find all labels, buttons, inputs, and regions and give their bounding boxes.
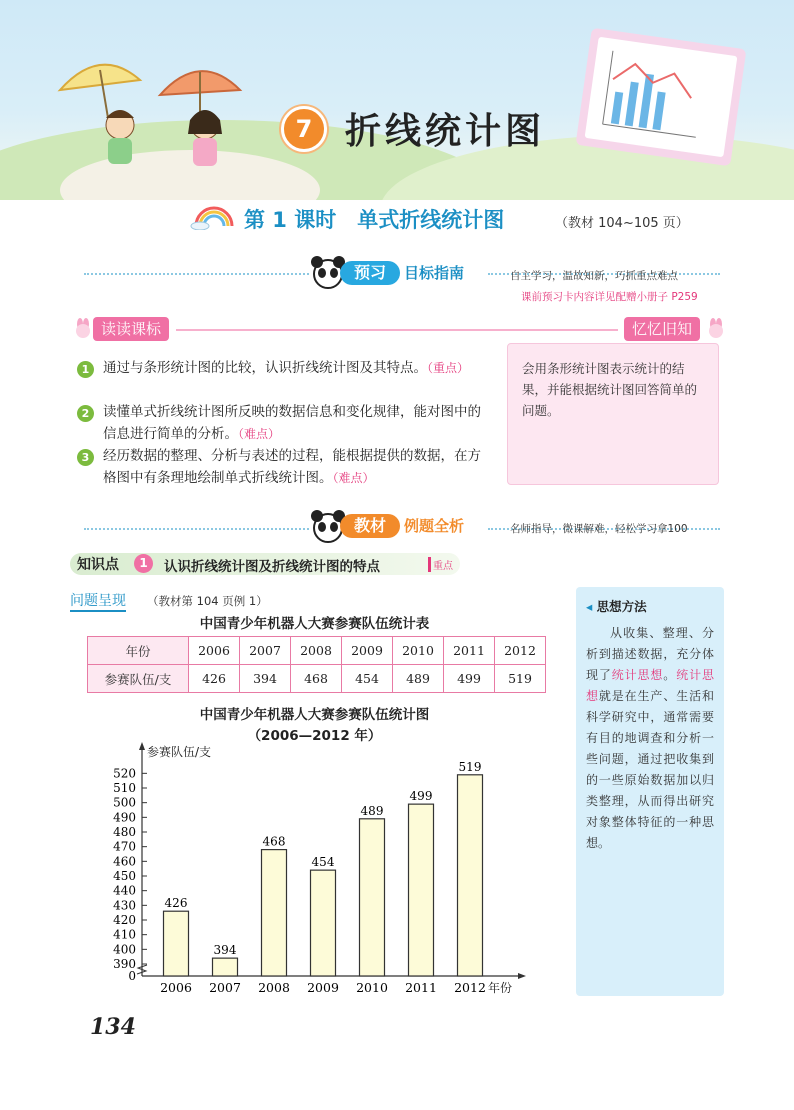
knowledge-point-label: 知识点 bbox=[77, 557, 119, 573]
y-tick-label: 390 bbox=[113, 957, 136, 971]
table-cell: 2009 bbox=[342, 637, 393, 665]
thinking-method-text bbox=[586, 623, 714, 854]
chapter-number-badge: 7 bbox=[281, 106, 327, 152]
x-tick-label: 2009 bbox=[307, 980, 339, 995]
rainbow-cloud-icon bbox=[190, 204, 240, 230]
method-text-span: 。 bbox=[663, 668, 677, 682]
x-axis-label: 年份 bbox=[488, 981, 513, 995]
y-tick-label: 500 bbox=[113, 795, 136, 810]
knowledge-point-number: 1 bbox=[134, 554, 153, 573]
lesson-title: 第 1 课时 单式折线统计图 bbox=[244, 208, 505, 232]
bar-value-label: 519 bbox=[458, 759, 482, 774]
method-text-span: 从收集、整理、分析到描述数据，充分体现了 bbox=[586, 626, 714, 682]
preview-badge: 预习 bbox=[340, 261, 400, 285]
method-highlight: 统计思想 bbox=[611, 668, 664, 682]
rabbit-icon bbox=[72, 318, 94, 338]
bar bbox=[458, 775, 483, 976]
table-cell: 2007 bbox=[240, 637, 291, 665]
objective-text: 经历数据的整理、分析与表述的过程，能根据提供的数据，在方格图中有条理地绘制单式折线统计图。 bbox=[103, 448, 481, 486]
objective-number: 3 bbox=[77, 449, 94, 466]
knowledge-point-title: 认识折线统计图及折线统计图的特点 bbox=[164, 559, 380, 575]
y-tick-label: 450 bbox=[113, 869, 136, 883]
review-box bbox=[507, 343, 719, 485]
review-text: 会用条形统计图表示统计的结果，并能根据统计图回答简单的问题。 bbox=[522, 361, 698, 418]
objective-tag: （难点） bbox=[238, 427, 281, 441]
thinking-method-title bbox=[586, 597, 714, 615]
problem-ref: （教材第 104 页例 1） bbox=[147, 594, 268, 608]
table-row-header: 年份 bbox=[88, 637, 189, 665]
example-badge: 教材 bbox=[340, 514, 400, 538]
bar-value-label: 454 bbox=[311, 855, 335, 870]
preview-note: 课前预习卡内容详见配赠小册子 P259 bbox=[521, 291, 698, 303]
bar bbox=[262, 850, 287, 976]
bar bbox=[213, 958, 238, 976]
page-number: 134 bbox=[90, 1014, 136, 1040]
y-zero-label: 0 bbox=[128, 969, 136, 983]
chart-board-illustration bbox=[576, 28, 747, 167]
table-cell: 394 bbox=[240, 665, 291, 693]
key-point-tag: 重点 bbox=[428, 557, 453, 572]
bar-value-label: 489 bbox=[360, 803, 384, 818]
table-cell: 454 bbox=[342, 665, 393, 693]
table-cell: 2006 bbox=[189, 637, 240, 665]
curriculum-tab: 读读课标 bbox=[93, 317, 169, 341]
lesson-textbook-ref: （教材 104~105 页） bbox=[555, 216, 689, 231]
example-section-title: 例题全析 bbox=[404, 517, 465, 535]
y-tick-label: 430 bbox=[113, 898, 136, 913]
table-cell: 2012 bbox=[495, 637, 546, 665]
y-tick-label: 460 bbox=[113, 854, 136, 869]
y-tick-label: 480 bbox=[113, 825, 136, 839]
bar bbox=[164, 911, 189, 976]
method-text-span: 就是在生产、生活和科学研究中，通常需要有目的地调查和分析一些问题，通过把收集到的一些原始数据加以归类整理，从而得出研究对象整体特征的一种思想。 bbox=[586, 689, 714, 850]
thinking-method-title-text: 思想方法 bbox=[596, 599, 647, 614]
table-cell: 468 bbox=[291, 665, 342, 693]
rabbit-icon bbox=[705, 318, 727, 338]
table-row-header: 参赛队伍/支 bbox=[88, 665, 189, 693]
y-tick-label: 420 bbox=[113, 913, 136, 927]
dotted-divider bbox=[84, 528, 309, 530]
data-table bbox=[87, 636, 546, 693]
problem-label: 问题呈现 bbox=[70, 590, 126, 612]
objective-item bbox=[103, 357, 488, 379]
bar bbox=[311, 870, 336, 976]
chart-title: 中国青少年机器人大赛参赛队伍统计图 bbox=[199, 707, 430, 723]
objective-number: 2 bbox=[77, 405, 94, 422]
y-tick-label: 510 bbox=[113, 781, 136, 795]
chapter-banner bbox=[0, 0, 794, 200]
y-tick-label: 410 bbox=[113, 927, 136, 942]
preview-slogan: 自主学习，温故知新，巧抓重点难点 bbox=[510, 270, 678, 282]
x-tick-label: 2006 bbox=[160, 980, 192, 995]
example-slogan: 名师指导，微课解难，轻松学习拿100 bbox=[510, 523, 688, 535]
y-axis-label: 参赛队伍/支 bbox=[147, 745, 212, 759]
method-highlight: 统计思想 bbox=[586, 668, 714, 703]
x-tick-label: 2010 bbox=[356, 980, 388, 995]
objective-tag: （重点） bbox=[427, 361, 470, 375]
bar bbox=[360, 819, 385, 976]
bar bbox=[409, 804, 434, 976]
table-cell: 2011 bbox=[444, 637, 495, 665]
table-row bbox=[88, 637, 546, 665]
axis-break-mark bbox=[137, 965, 147, 974]
children-umbrella-illustration bbox=[40, 50, 260, 180]
x-axis-arrow bbox=[518, 973, 526, 979]
y-tick-label: 520 bbox=[113, 766, 136, 781]
x-tick-label: 2008 bbox=[258, 980, 290, 995]
bar-value-label: 394 bbox=[213, 943, 237, 958]
objective-text: 通过与条形统计图的比较，认识折线统计图及其特点。 bbox=[103, 360, 427, 376]
chart-subtitle: （2006—2012 年） bbox=[247, 728, 382, 744]
bar-value-label: 426 bbox=[164, 896, 188, 911]
chapter-title: 折线统计图 bbox=[345, 111, 546, 152]
objective-number: 1 bbox=[77, 361, 94, 378]
table-cell: 426 bbox=[189, 665, 240, 693]
objective-item bbox=[103, 445, 488, 489]
arrow-left-icon: ◂ bbox=[586, 599, 597, 614]
x-tick-label: 2012 bbox=[454, 980, 486, 995]
bar-chart bbox=[90, 742, 530, 1000]
y-tick-label: 470 bbox=[113, 839, 136, 854]
table-title: 中国青少年机器人大赛参赛队伍统计表 bbox=[199, 616, 430, 632]
table-cell: 2010 bbox=[393, 637, 444, 665]
section-line bbox=[176, 329, 618, 331]
y-tick-label: 490 bbox=[113, 810, 136, 825]
bar-value-label: 468 bbox=[262, 834, 286, 849]
y-tick-label: 440 bbox=[113, 883, 136, 898]
thinking-method-box bbox=[576, 587, 724, 996]
table-cell: 519 bbox=[495, 665, 546, 693]
table-cell: 489 bbox=[393, 665, 444, 693]
x-tick-label: 2011 bbox=[405, 980, 437, 995]
x-tick-label: 2007 bbox=[209, 980, 241, 995]
table-cell: 499 bbox=[444, 665, 495, 693]
y-tick-label: 400 bbox=[113, 942, 136, 957]
y-axis-arrow bbox=[139, 742, 145, 750]
preview-section-title: 目标指南 bbox=[404, 264, 465, 282]
table-cell: 2008 bbox=[291, 637, 342, 665]
objective-tag: （难点） bbox=[332, 471, 375, 485]
review-tab: 忆忆旧知 bbox=[624, 317, 700, 341]
objective-text: 读懂单式折线统计图所反映的数据信息和变化规律，能对图中的信息进行简单的分析。 bbox=[103, 404, 481, 442]
table-row bbox=[88, 665, 546, 693]
objective-item bbox=[103, 401, 488, 445]
dotted-divider bbox=[84, 273, 309, 275]
mini-chart-icon bbox=[585, 37, 738, 156]
bar-value-label: 499 bbox=[409, 789, 433, 804]
